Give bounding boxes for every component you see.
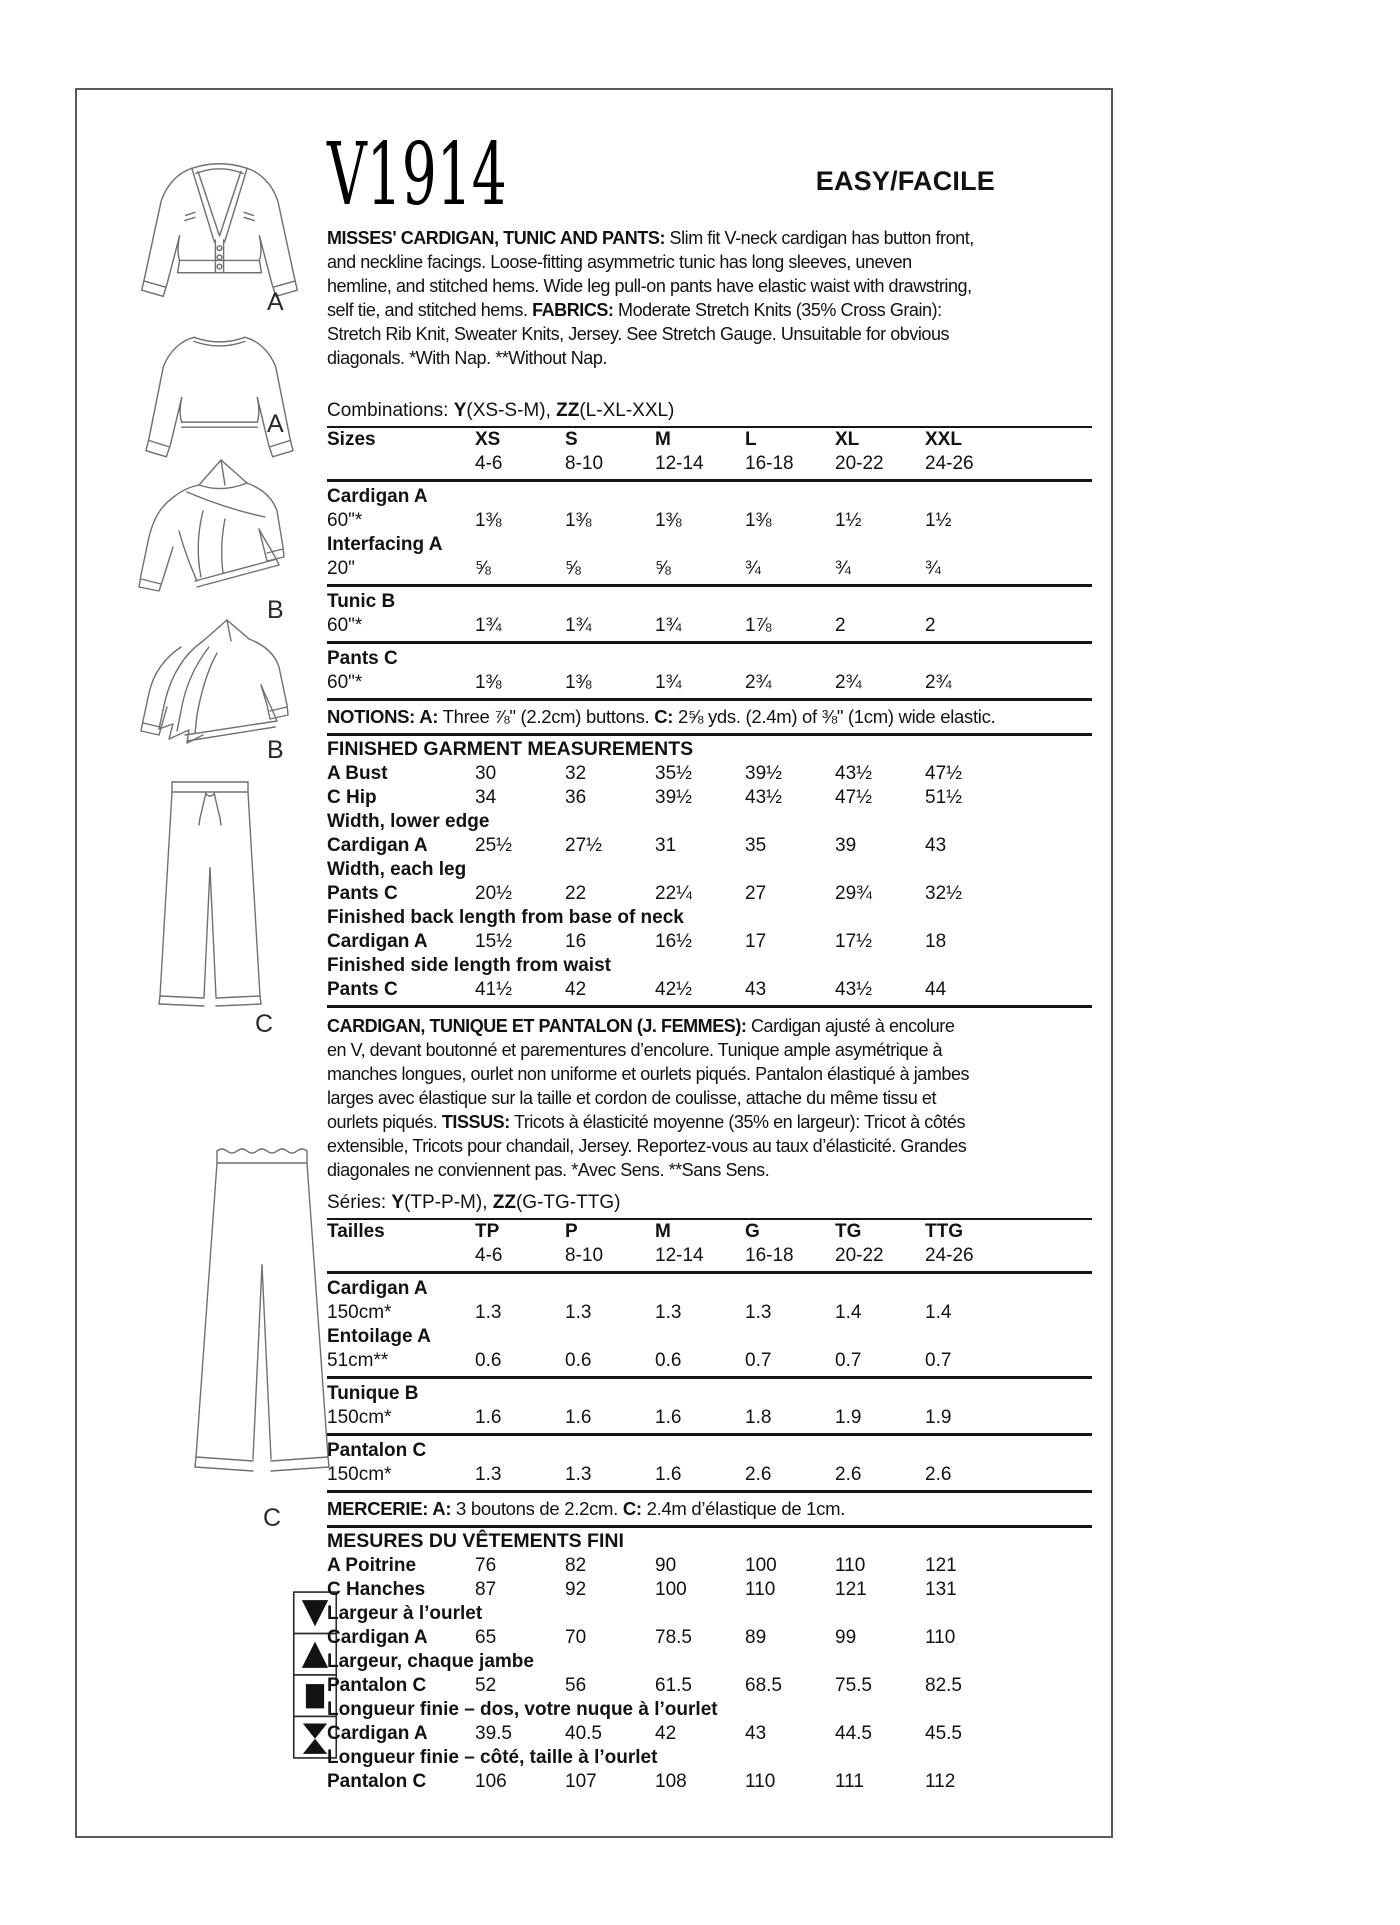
value-cell: 1.3: [745, 1302, 772, 1323]
pattern-number: V1914: [327, 125, 507, 225]
value-cell: 44: [925, 979, 947, 1000]
value-cell: 76: [475, 1555, 497, 1576]
value-cell: 32½: [925, 883, 962, 904]
value-cell: 39½: [745, 763, 782, 784]
value-cell: XS: [475, 429, 501, 450]
text-segment: FABRICS:: [532, 300, 614, 320]
value-cell: 1⅜: [565, 672, 592, 693]
row-label: 20": [327, 558, 355, 579]
value-cell: 108: [655, 1771, 687, 1792]
value-cell: 43: [745, 979, 767, 1000]
value-cell: 121: [835, 1579, 867, 1600]
value-cell: 82: [565, 1555, 587, 1576]
table-row: [327, 1698, 1092, 1722]
table-row: [327, 1722, 1092, 1746]
table-row: [327, 1406, 1092, 1436]
finished-garment-title-fr: MESURES DU VÊTEMENTS FINI: [327, 1530, 624, 1552]
row-label: Longueur finie – côté, taille à l’ourlet: [327, 1747, 658, 1768]
table-row: [327, 858, 1092, 882]
garment-label-crop-top-a: A: [267, 410, 285, 438]
value-cell: 2.6: [925, 1464, 952, 1485]
value-cell: 41½: [475, 979, 512, 1000]
garment-label-tunic-b-back: B: [267, 736, 285, 764]
value-cell: 1.9: [925, 1407, 952, 1428]
row-label: Interfacing A: [327, 534, 443, 555]
table-row: [327, 762, 1092, 786]
text-segment: Cardigan ajusté à encolure: [746, 1016, 955, 1036]
value-cell: 18: [925, 931, 947, 952]
text-segment: hemline, and stitched hems. Wide leg pull-on pants have elastic waist with drawstring,: [327, 276, 972, 296]
row-label: Cardigan A: [327, 1723, 428, 1744]
text-segment: TISSUS:: [441, 1112, 510, 1132]
value-cell: 111: [835, 1771, 864, 1792]
pattern-info-column: [327, 125, 1092, 1794]
value-cell: 22¼: [655, 883, 692, 904]
text-segment: Séries:: [327, 1192, 392, 1213]
value-cell: XXL: [925, 429, 962, 450]
text-segment: 2⅝ yds. (2.4m) of ⅜" (1cm) wide elastic.: [673, 706, 996, 727]
value-cell: 1⅞: [745, 615, 772, 636]
value-cell: 25½: [475, 835, 512, 856]
value-cell: 15½: [475, 931, 512, 952]
value-cell: 27½: [565, 835, 602, 856]
table-row: [327, 1244, 1092, 1274]
text-segment: NOTIONS: A:: [327, 706, 439, 727]
pants-back-drawing: [189, 1137, 337, 1487]
value-cell: 4-6: [475, 1245, 503, 1266]
text-segment: Combinations:: [327, 400, 454, 421]
table-row: [327, 786, 1092, 810]
value-cell: L: [745, 429, 757, 450]
text-segment: Y: [453, 400, 467, 421]
text-segment: 3 boutons de 2.2cm.: [451, 1498, 623, 1519]
value-cell: 70: [565, 1627, 587, 1648]
value-cell: 16½: [655, 931, 692, 952]
value-cell: 16-18: [745, 1245, 794, 1266]
row-label: Pantalon C: [327, 1675, 427, 1696]
value-cell: 2: [835, 615, 846, 636]
value-cell: 34: [475, 787, 497, 808]
value-cell: 110: [925, 1627, 956, 1648]
pants-front-drawing: [150, 772, 270, 1012]
text-segment: (L-XL-XXL): [579, 400, 675, 421]
row-label: 60"*: [327, 510, 363, 531]
value-cell: 110: [745, 1771, 776, 1792]
table-row: [327, 978, 1092, 1008]
text-segment: ZZ: [492, 1192, 516, 1213]
table-row: [327, 647, 1092, 671]
header: [327, 125, 995, 225]
value-cell: TP: [475, 1221, 500, 1242]
value-cell: 8-10: [565, 1245, 604, 1266]
value-cell: 1.3: [565, 1302, 592, 1323]
table-row: [327, 557, 1092, 587]
text-segment: MISSES' CARDIGAN, TUNIC AND PANTS:: [327, 228, 665, 248]
yardage-table-english: [327, 428, 1092, 701]
row-label: Width, lower edge: [327, 811, 490, 832]
crop-top-back-drawing: [112, 324, 327, 464]
value-cell: 0.6: [475, 1350, 502, 1371]
value-cell: 12-14: [655, 1245, 704, 1266]
text-segment: Y: [391, 1192, 405, 1213]
value-cell: 16: [565, 931, 587, 952]
row-label: 60"*: [327, 672, 363, 693]
value-cell: 1¾: [565, 615, 592, 636]
garment-label-cardigan-a: A: [267, 288, 285, 316]
value-cell: ⅝: [475, 558, 491, 579]
value-cell: 16-18: [745, 453, 794, 474]
text-segment: ourlets piqués.: [327, 1112, 442, 1132]
value-cell: 36: [565, 787, 587, 808]
row-label: Pants C: [327, 979, 398, 1000]
difficulty-label: EASY/FACILE: [815, 166, 995, 196]
value-cell: 1.9: [835, 1407, 862, 1428]
table-row: [327, 452, 1092, 482]
row-label: Pants C: [327, 648, 398, 669]
value-cell: 2.6: [745, 1464, 772, 1485]
table-row: [327, 1578, 1092, 1602]
value-cell: 1.6: [655, 1464, 682, 1485]
text-segment: (G-TG-TTG): [515, 1192, 621, 1213]
row-label: 150cm*: [327, 1407, 392, 1428]
text-segment: diagonals. *With Nap. **Without Nap.: [327, 348, 607, 368]
nap-square-icon: [306, 1684, 324, 1708]
table-row: [327, 614, 1092, 644]
row-label: Longueur finie – dos, votre nuque à l’ourlet: [327, 1699, 718, 1720]
value-cell: 39: [835, 835, 857, 856]
value-cell: 2¾: [745, 672, 772, 693]
row-label: Finished back length from base of neck: [327, 907, 684, 928]
row-label: Pantalon C: [327, 1440, 427, 1461]
value-cell: 1⅜: [475, 510, 502, 531]
value-cell: G: [745, 1221, 760, 1242]
value-cell: 1.4: [835, 1302, 862, 1323]
value-cell: 92: [565, 1579, 587, 1600]
description-french: [327, 1014, 1092, 1182]
table-row: [327, 1770, 1092, 1794]
value-cell: ¾: [745, 558, 761, 579]
row-label: Cardigan A: [327, 486, 428, 507]
row-label: Largeur, chaque jambe: [327, 1651, 534, 1672]
value-cell: 87: [475, 1579, 497, 1600]
text-segment: MERCERIE: A:: [327, 1498, 452, 1519]
value-cell: 131: [925, 1579, 957, 1600]
value-cell: XL: [835, 429, 860, 450]
garment-label-tunic-b-front: B: [267, 596, 285, 624]
table-row: [327, 1463, 1092, 1493]
value-cell: 0.6: [565, 1350, 592, 1371]
value-cell: ⅝: [565, 558, 581, 579]
text-segment: Slim fit V-neck cardigan has button front,: [665, 228, 974, 248]
value-cell: 0.7: [925, 1350, 952, 1371]
value-cell: 112: [925, 1771, 956, 1792]
finished-garment-table-en: [327, 762, 1092, 1008]
value-cell: 1⅜: [745, 510, 772, 531]
value-cell: 43½: [745, 787, 782, 808]
value-cell: ⅝: [655, 558, 671, 579]
value-cell: 42½: [655, 979, 692, 1000]
text-segment: 2.4m d’élastique de 1cm.: [641, 1498, 846, 1519]
row-label: Width, each leg: [327, 859, 467, 880]
value-cell: 0.6: [655, 1350, 682, 1371]
value-cell: ¾: [835, 558, 851, 579]
table-row: [327, 954, 1092, 978]
text-segment: C:: [622, 1498, 642, 1519]
row-label: Tailles: [327, 1221, 385, 1242]
value-cell: S: [565, 429, 578, 450]
value-cell: 90: [655, 1555, 677, 1576]
value-cell: 27: [745, 883, 767, 904]
table-row: [327, 590, 1092, 614]
text-segment: extensible, Tricots pour chandail, Jersey. Reportez-vous au taux d’élasticité. Grandes: [327, 1136, 967, 1156]
value-cell: 1½: [925, 510, 952, 531]
text-segment: Three ⅞" (2.2cm) buttons.: [438, 706, 655, 727]
value-cell: 82.5: [925, 1675, 962, 1696]
text-segment: manches longues, ourlet non uniforme et ourlets piqués. Pantalon élastiqué à jambes: [327, 1064, 970, 1084]
table-row: [327, 428, 1092, 452]
value-cell: P: [565, 1221, 578, 1242]
value-cell: 1.4: [925, 1302, 952, 1323]
value-cell: 51½: [925, 787, 962, 808]
text-segment: diagonales ne conviennent pas. *Avec Sens. **Sans Sens.: [327, 1160, 770, 1180]
value-cell: 61.5: [655, 1675, 692, 1696]
value-cell: 43: [745, 1723, 767, 1744]
value-cell: 56: [565, 1675, 587, 1696]
row-label: 150cm*: [327, 1464, 392, 1485]
table-row: [327, 1220, 1092, 1244]
cardigan-front-drawing: [112, 154, 327, 328]
table-row: [327, 906, 1092, 930]
value-cell: 1.3: [655, 1302, 682, 1323]
tunic-front-drawing: [107, 455, 332, 605]
row-label: Finished side length from waist: [327, 955, 611, 976]
text-segment: Tricots à élasticité moyenne (35% en largeur): Tricot à côtés: [509, 1112, 966, 1132]
table-row: [327, 1626, 1092, 1650]
row-label: Cardigan A: [327, 1627, 428, 1648]
value-cell: 24-26: [925, 453, 974, 474]
value-cell: 1.3: [475, 1302, 502, 1323]
text-segment: larges avec élastique sur la taille et cordon de coulisse, attache du même tissu et: [327, 1088, 936, 1108]
value-cell: 40.5: [565, 1723, 602, 1744]
row-label: 150cm*: [327, 1302, 392, 1323]
value-cell: 1½: [835, 510, 862, 531]
table-row: [327, 1554, 1092, 1578]
table-row: [327, 810, 1092, 834]
garment-label-pants-c-back: C: [263, 1504, 283, 1532]
row-label: Cardigan A: [327, 1278, 428, 1299]
value-cell: 106: [475, 1771, 507, 1792]
row-label: Cardigan A: [327, 931, 428, 952]
table-row: [327, 671, 1092, 701]
value-cell: 1.3: [565, 1464, 592, 1485]
row-label: A Poitrine: [327, 1555, 417, 1576]
value-cell: 20-22: [835, 453, 884, 474]
row-label: Tunic B: [327, 591, 396, 612]
text-segment: C:: [654, 706, 674, 727]
value-cell: 1.8: [745, 1407, 772, 1428]
value-cell: 78.5: [655, 1627, 692, 1648]
value-cell: 100: [655, 1579, 687, 1600]
value-cell: M: [655, 429, 671, 450]
text-segment: CARDIGAN, TUNIQUE ET PANTALON (J. FEMMES):: [327, 1016, 747, 1036]
row-label: 51cm**: [327, 1350, 389, 1371]
value-cell: 24-26: [925, 1245, 974, 1266]
value-cell: 1⅜: [565, 510, 592, 531]
row-label: Entoilage A: [327, 1326, 431, 1347]
combinations-line: [327, 400, 1092, 428]
value-cell: 1¾: [475, 615, 502, 636]
row-label: Largeur à l’ourlet: [327, 1603, 483, 1624]
value-cell: 1⅜: [475, 672, 502, 693]
value-cell: 1.6: [655, 1407, 682, 1428]
value-cell: 30: [475, 763, 497, 784]
value-cell: 100: [745, 1555, 777, 1576]
value-cell: 31: [655, 835, 677, 856]
table-row: [327, 1602, 1092, 1626]
value-cell: TG: [835, 1221, 862, 1242]
finished-garment-title-en: FINISHED GARMENT MEASUREMENTS: [327, 738, 694, 760]
value-cell: 43: [925, 835, 947, 856]
mercerie-line: [327, 1496, 1092, 1528]
value-cell: 1.6: [475, 1407, 502, 1428]
series-line: [327, 1192, 1092, 1220]
row-label: Sizes: [327, 429, 376, 450]
table-row: [327, 1325, 1092, 1349]
row-label: 60"*: [327, 615, 363, 636]
value-cell: TTG: [925, 1221, 963, 1242]
value-cell: 20½: [475, 883, 512, 904]
table-row: [327, 1746, 1092, 1770]
tunic-back-drawing: [107, 617, 332, 744]
row-label: [327, 1244, 475, 1268]
value-cell: 110: [745, 1579, 776, 1600]
value-cell: 8-10: [565, 453, 604, 474]
table-row: [327, 930, 1092, 954]
value-cell: 20-22: [835, 1245, 884, 1266]
value-cell: 47½: [835, 787, 872, 808]
text-segment: (XS-S-M),: [466, 400, 557, 421]
value-cell: 12-14: [655, 453, 704, 474]
row-label: A Bust: [327, 763, 388, 784]
text-segment: Moderate Stretch Knits (35% Cross Grain):: [613, 300, 942, 320]
value-cell: 75.5: [835, 1675, 872, 1696]
table-row: [327, 882, 1092, 906]
value-cell: 32: [565, 763, 587, 784]
value-cell: 35½: [655, 763, 692, 784]
table-row: [327, 1439, 1092, 1463]
value-cell: 52: [475, 1675, 497, 1696]
value-cell: 44.5: [835, 1723, 872, 1744]
value-cell: 2: [925, 615, 936, 636]
row-label: Cardigan A: [327, 835, 428, 856]
row-label: [327, 452, 475, 476]
value-cell: 47½: [925, 763, 962, 784]
value-cell: 39½: [655, 787, 692, 808]
text-segment: (TP-P-M),: [404, 1192, 493, 1213]
value-cell: ¾: [925, 558, 941, 579]
value-cell: 4-6: [475, 453, 503, 474]
value-cell: 45.5: [925, 1723, 962, 1744]
value-cell: 29¾: [835, 883, 872, 904]
yardage-table-french: [327, 1220, 1092, 1493]
table-row: [327, 1650, 1092, 1674]
table-row: [327, 485, 1092, 509]
table-row: [327, 533, 1092, 557]
row-label: C Hanches: [327, 1579, 426, 1600]
table-row: [327, 1301, 1092, 1325]
row-label: C Hip: [327, 787, 377, 808]
value-cell: 39.5: [475, 1723, 512, 1744]
table-row: [327, 1349, 1092, 1379]
value-cell: 89: [745, 1627, 767, 1648]
table-row: [327, 1674, 1092, 1698]
value-cell: 42: [565, 979, 587, 1000]
text-segment: self tie, and stitched hems.: [327, 300, 533, 320]
table-row: [327, 1277, 1092, 1301]
text-segment: Stretch Rib Knit, Sweater Knits, Jersey. See Stretch Gauge. Unsuitable for obvious: [327, 324, 950, 344]
value-cell: 42: [655, 1723, 677, 1744]
notions-line: [327, 704, 1092, 736]
value-cell: 110: [835, 1555, 866, 1576]
value-cell: 107: [565, 1771, 597, 1792]
value-cell: 35: [745, 835, 767, 856]
value-cell: M: [655, 1221, 671, 1242]
text-segment: ZZ: [556, 400, 580, 421]
value-cell: 43½: [835, 979, 872, 1000]
value-cell: 43½: [835, 763, 872, 784]
table-row: [327, 834, 1092, 858]
value-cell: 99: [835, 1627, 857, 1648]
pattern-envelope-back: [75, 88, 1113, 1838]
value-cell: 0.7: [835, 1350, 862, 1371]
value-cell: 17½: [835, 931, 872, 952]
value-cell: 1.6: [565, 1407, 592, 1428]
text-segment: en V, devant boutonné et parementures d’encolure. Tunique ample asymétrique à: [327, 1040, 943, 1060]
table-row: [327, 509, 1092, 533]
finished-garment-table-fr: [327, 1554, 1092, 1794]
value-cell: 65: [475, 1627, 497, 1648]
value-cell: 1¾: [655, 672, 682, 693]
value-cell: 22: [565, 883, 587, 904]
description-english: [327, 226, 1092, 370]
table-row: [327, 1382, 1092, 1406]
value-cell: 121: [925, 1555, 957, 1576]
row-label: Pants C: [327, 883, 398, 904]
text-segment: and neckline facings. Loose-fitting asymmetric tunic has long sleeves, uneven: [327, 252, 912, 272]
row-label: Tunique B: [327, 1383, 419, 1404]
value-cell: 1⅜: [655, 510, 682, 531]
value-cell: 17: [745, 931, 767, 952]
value-cell: 0.7: [745, 1350, 772, 1371]
value-cell: 68.5: [745, 1675, 782, 1696]
value-cell: 2.6: [835, 1464, 862, 1485]
value-cell: 2¾: [835, 672, 862, 693]
row-label: Pantalon C: [327, 1771, 427, 1792]
garment-label-pants-c-front: C: [255, 1010, 275, 1038]
value-cell: 2¾: [925, 672, 952, 693]
value-cell: 1¾: [655, 615, 682, 636]
value-cell: 1.3: [475, 1464, 502, 1485]
